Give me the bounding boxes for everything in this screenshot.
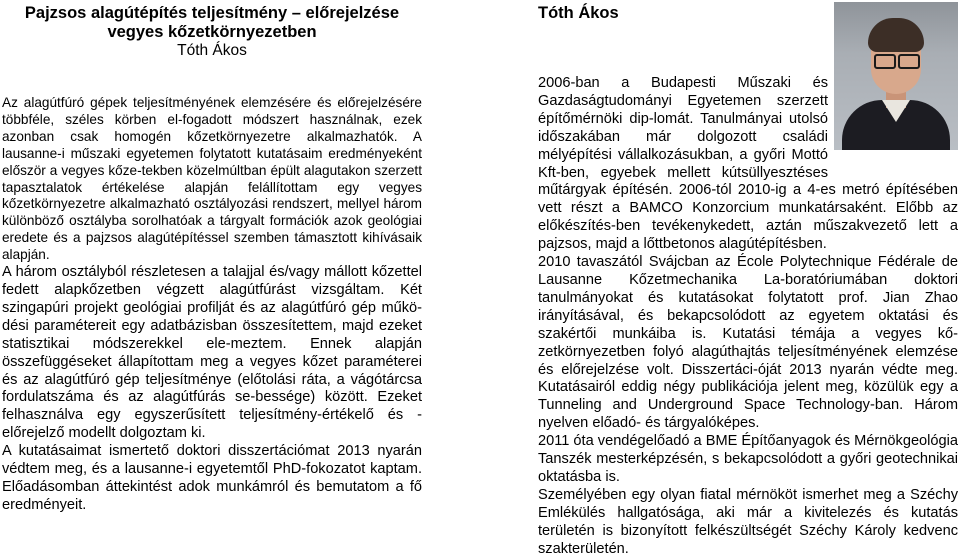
title-line-1: Pajzsos alagútépítés teljesítmény – előrejelzése [24, 4, 400, 22]
bio-name: Tóth Ákos [538, 4, 619, 22]
title-line-2: vegyes kőzetkörnyezetben [107, 23, 317, 41]
abstract-paragraph-2: A három osztályból részletesen a talajjal és/vagy mállott kőzettel fedett alapkőzetben végzett alagútfúrást vizsgáltam. Két szingapúri projekt geológiai profilját és az alagútfúró gép műkö-dési paramétereit egy adatbázisban összesítettem, majd ezeket statisztikai módszerekkel ele-meztem. Ennek alapján összefüggéseket állapítottam meg a vegyes kőzet paraméterei és az alagútfúró gép teljesítménye (előtolási ráta, a vágótárcsa fordulatszáma és az alagútfúrás se-bessége) között. Ezeket felhasználva egy egyszerűsített teljesítmény-értékelő és - előrejelző modellt dolgoztam ki. [2, 264, 422, 442]
bio-paragraph-4: Személyében egy olyan fiatal mérnököt ismerhet meg a Széchy Emlékülés hallgatósága, aki már a kivitelezés és kutatás területén is bizonyított felkészültségét Széchy Károly kedvenc szakterületén. [538, 486, 958, 557]
page-title [2, 4, 422, 42]
abstract-text [2, 95, 422, 515]
bio-paragraph-1: 2006-ban a Budapesti Műszaki és Gazdaságtudományi Egyetemen szerzett építőmérnöki dip-lomát. Tanulmányai utolsó időszakában már dolgozott családi mélyépítési vállalkozásukban, a győri Mottó Kft-ben, egyebek mellett kútsüllyesztéses műtárgyak építésén. 2006-tól 2010-ig a 4-es metró építésében vett részt a BAMCO Konzorcium munkatársaként. Előbb az előkészítés-ben tevékenykedett, aztán műszakvezető lett a pajzsos, majd a lőttbetonos alagútépítésben. [538, 75, 958, 253]
abstract-column [2, 0, 422, 515]
bio-paragraph-3: 2011 óta vendégelőadó a BME Építőanyagok és Mérnökgeológia Tanszék mesterképzésén, s bekapcsolódott a győri geotechnikai oktatásba is. [538, 433, 959, 485]
author-name: Tóth Ákos [177, 42, 247, 59]
bio-column [538, 0, 958, 558]
author-portrait-photo [834, 2, 958, 150]
abstract-paragraph-3: A kutatásaimat ismertető doktori disszertációmat 2013 nyarán védtem meg, és a lausanne-i egyetemtől PhD-fokozatot kaptam. Előadásomban áttekintést adok munkámról és bemutatom a fő eredményeit. [2, 443, 422, 513]
bio-paragraph-2: 2010 tavaszától Svájcban az École Polytechnique Fédérale de Lausanne Kőzetmechanika La-boratóriumában doktori tanulmányokat és kutatásokat folytatott prof. Jian Zhao irányításával, és bekapcsolódott az egyetem oktatási és szakértői munkáiba is. Kutatási témája a vegyes kő-zetkörnyezetben folyó alagúthajtás teljesítményének elemzése és előrejelzése volt. Disszertáci-óját 2013 nyarán védte meg. Kutatásairól eddig négy publikációja jelent meg, közülük egy a Tunneling and Underground Space Technology-ban. Három nyelven előadó- és tárgyalóképes. [538, 254, 958, 432]
abstract-paragraph-1: Az alagútfúró gépek teljesítményének elemzésére és előrejelzésére többféle, széles körben el-fogadott módszert használnak, ezek azonban csak homogén kőzetkörnyezetre alkalmazhatók. A lausanne-i műszaki egyetemen folytatott kutatásaim eredményeként először a vegyes kőze-tekben közelmúltban épült alagutakon szerzett tapasztalatok értékelése alapján felállítottam egy vegyes kőzetkörnyezetre alkalmazható osztályozási rendszert, mellyel három különböző osztályba sorolhatóak a tárgyalt formációk azok geológiai eredete és a pajzsos alagútépítéssel szemben támasztott kihívásaik alapján. [2, 95, 422, 263]
